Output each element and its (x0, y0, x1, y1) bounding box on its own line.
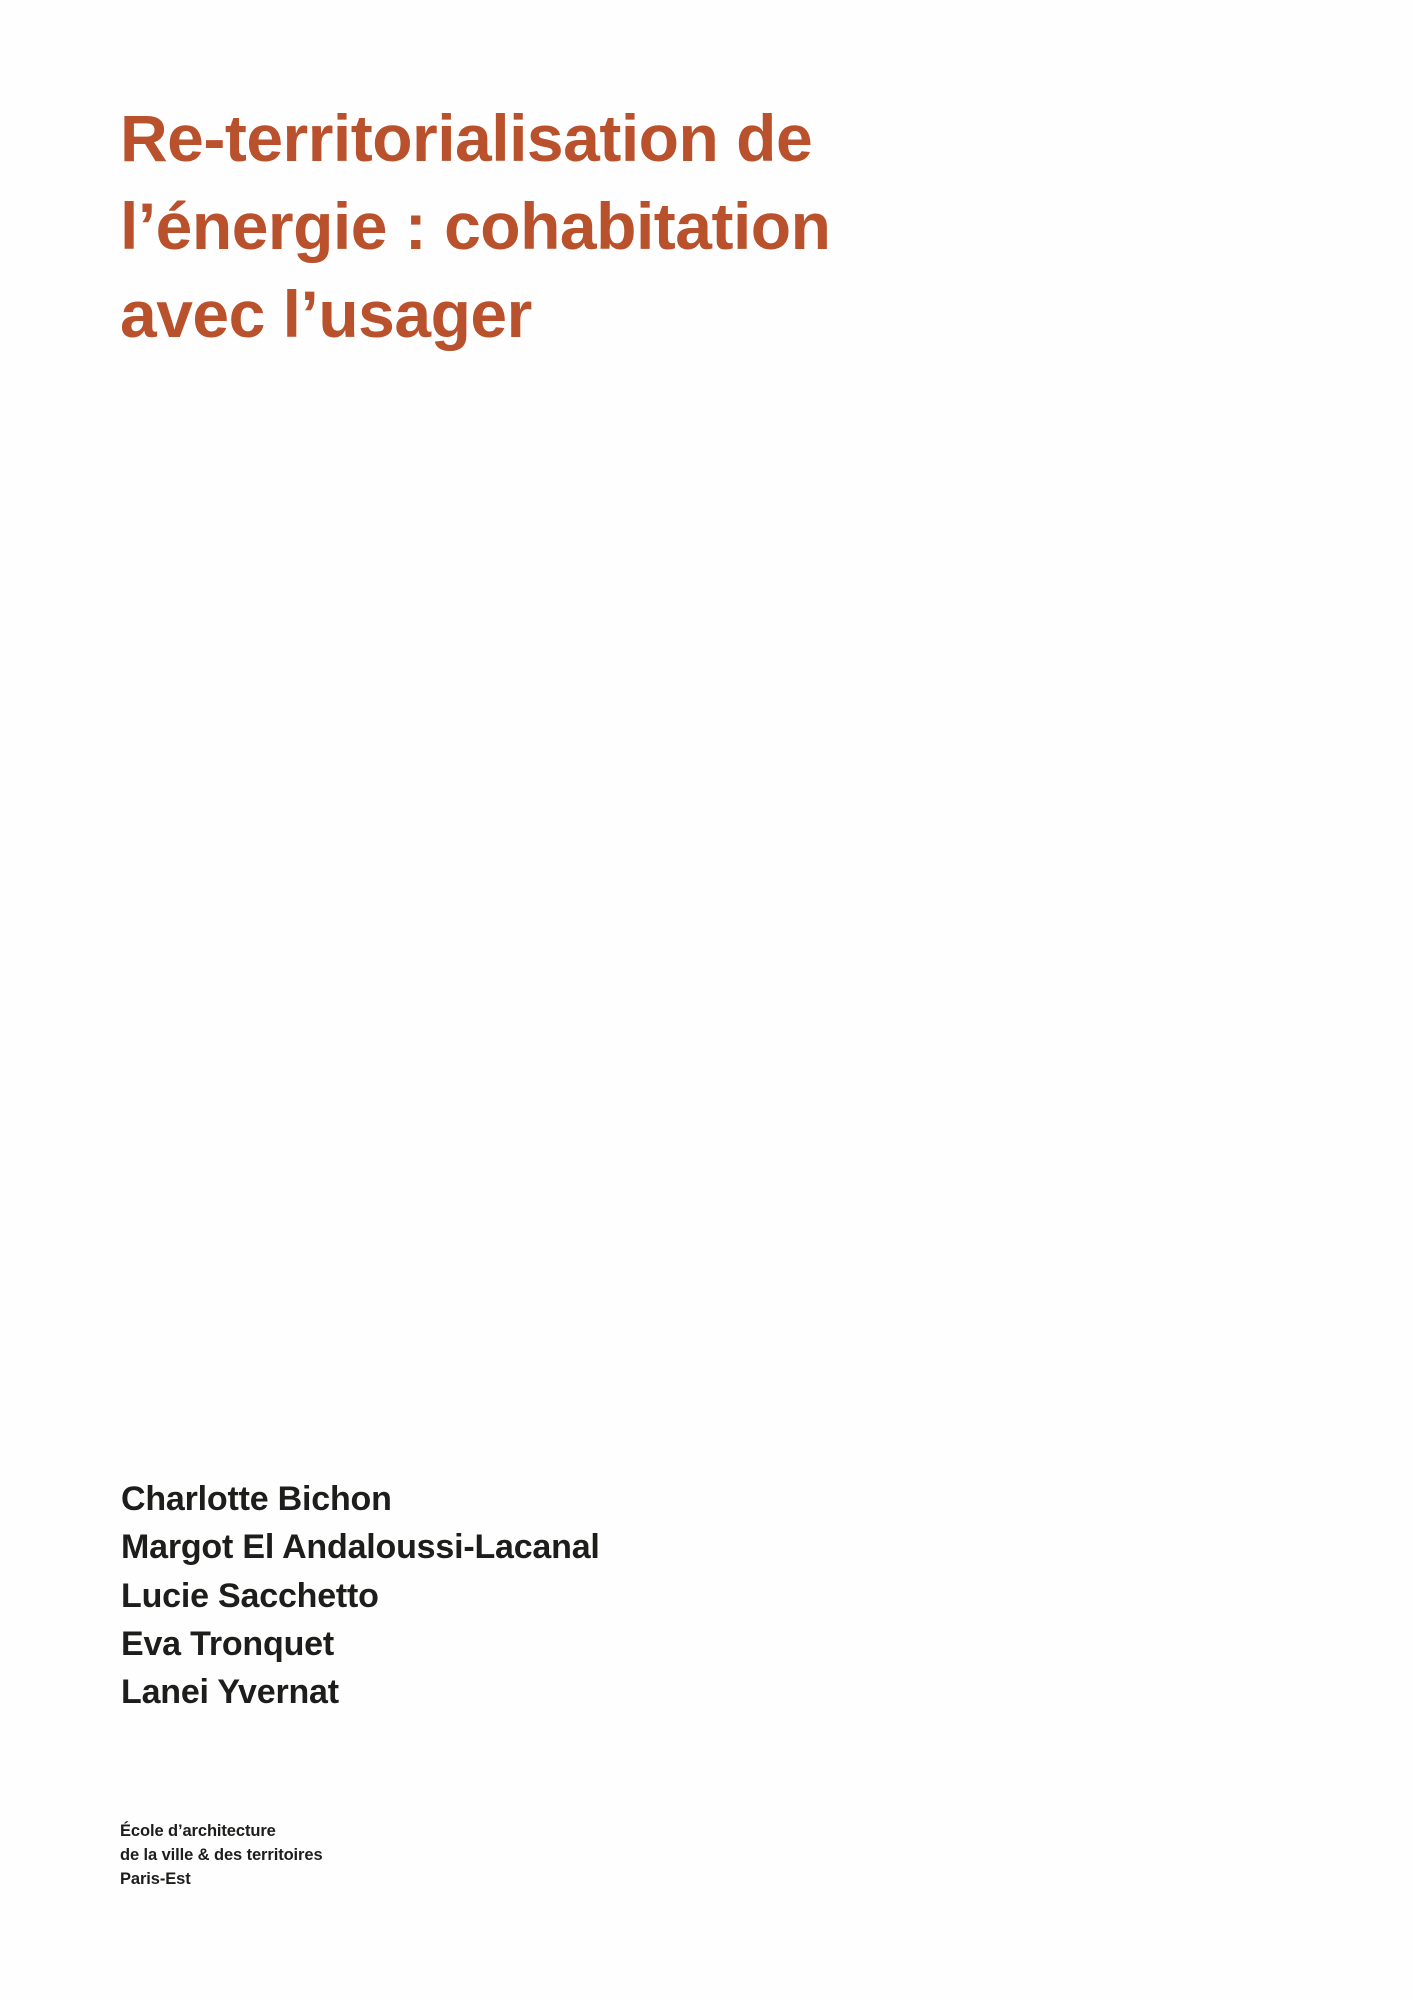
author-name: Charlotte Bichon (121, 1480, 392, 1518)
institution-line-1: École d’architecture (120, 1822, 276, 1840)
author-name: Margot El Andaloussi-Lacanal (121, 1528, 600, 1567)
title-line-2: l’énergie : cohabitation (120, 188, 831, 263)
institution-line-2: de la ville & des territoires (120, 1845, 323, 1864)
title-line-1: Re-territorialisation de (120, 101, 813, 175)
author-list (121, 1475, 1021, 1716)
author-name: Lucie Sacchetto (121, 1576, 379, 1615)
institution-line-3: Paris-Est (120, 1869, 191, 1888)
author-name: Eva Tronquet (121, 1624, 334, 1663)
author-name: Lanei Yvernat (121, 1673, 339, 1712)
title-line-3: avec l’usager (120, 276, 532, 351)
institution-imprint (120, 1820, 720, 1892)
document-title (120, 95, 1210, 358)
